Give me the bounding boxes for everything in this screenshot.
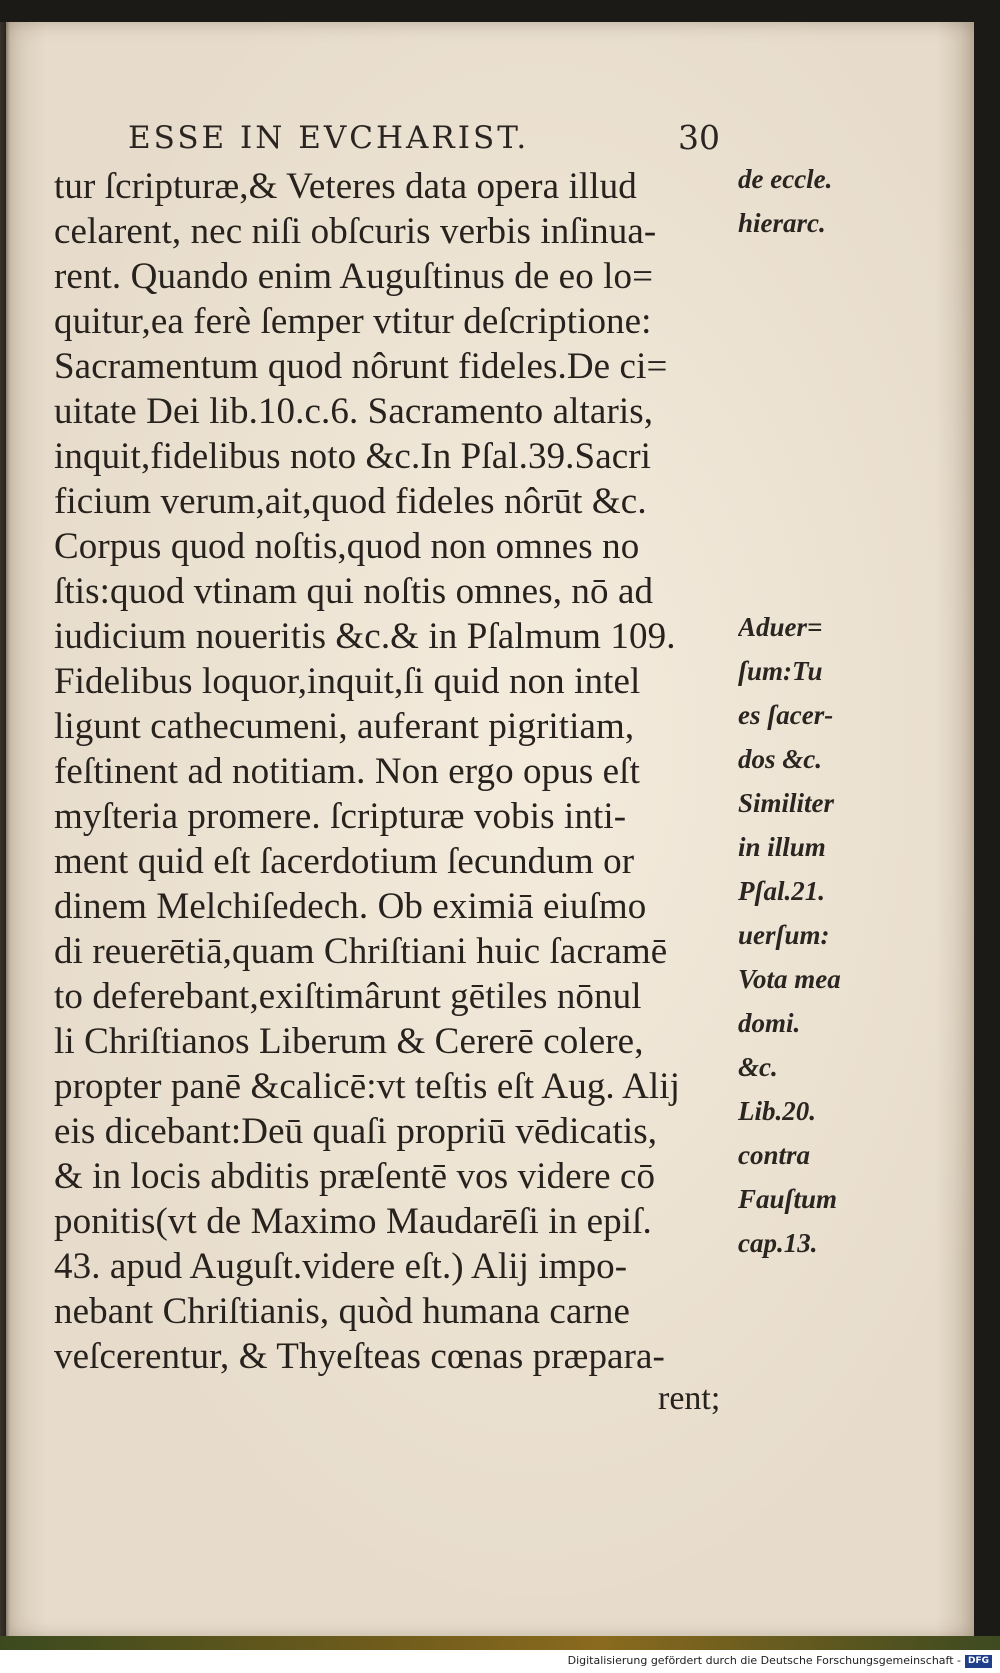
text-line: feſtinent ad notitiam. Non ergo opus eſt: [54, 751, 640, 792]
text-line: uitate Dei lib.10.c.6. Sacramento altaris,: [54, 391, 654, 432]
text-line: & in locis abditis præſentē vos videre cō: [54, 1156, 656, 1197]
running-head: ESSE IN EVCHARIST.: [128, 120, 530, 156]
funding-credit: [568, 1654, 992, 1668]
text-line: ponitis(vt de Maximo Maudarēſi in epiſ.: [54, 1201, 652, 1242]
text-line: quitur,ea ferè ſemper vtitur deſcriptione:: [54, 301, 652, 342]
text-line: 43. apud Auguſt.videre eſt.) Alij impo-: [54, 1246, 628, 1287]
text-line: rent. Quando enim Auguſtinus de eo lo=: [54, 256, 654, 297]
catchword: rent;: [658, 1380, 721, 1417]
margin-note: uerſum:: [738, 920, 830, 950]
page-number: 30: [678, 118, 720, 157]
text-line: celarent, nec niſi obſcuris verbis inſinua-: [54, 211, 657, 252]
dfg-logo: DFG: [965, 1655, 992, 1668]
margin-note: dos &c.: [738, 744, 822, 774]
margin-note: Lib.20.: [738, 1096, 816, 1126]
margin-note: ſum:Tu: [738, 656, 823, 686]
margin-note: &c.: [738, 1052, 778, 1082]
text-line: myſteria promere. ſcripturæ vobis inti-: [54, 796, 627, 837]
margin-note: de eccle.: [738, 164, 833, 194]
margin-note: cap.13.: [738, 1228, 818, 1258]
margin-note: Fauſtum: [738, 1184, 838, 1214]
color-calibration-strip: [0, 1636, 1000, 1650]
text-line: ment quid eſt ſacerdotium ſecundum or: [54, 841, 635, 882]
margin-note: contra: [738, 1140, 811, 1170]
margin-note: in illum: [738, 832, 826, 862]
text-line: li Chriſtianos Liberum & Cererē colere,: [54, 1021, 644, 1062]
text-line: eis dicebant:Deū quaſi propriū vēdicatis,: [54, 1111, 658, 1152]
margin-note: Pſal.21.: [738, 876, 825, 906]
main-text-block: [54, 164, 744, 1379]
text-line: dinem Melchiſedech. Ob eximiā eiuſmo: [54, 886, 647, 927]
text-line: Sacramentum quod nôrunt fideles.De ci=: [54, 346, 668, 387]
text-line: ligunt cathecumeni, auferant pigritiam,: [54, 706, 635, 747]
text-line: ficium verum,ait,quod fideles nôrūt &c.: [54, 481, 647, 522]
text-line: nebant Chriſtianis, quòd humana carne: [54, 1291, 631, 1332]
margin-note: Vota mea: [738, 964, 841, 994]
text-line: propter panē &calicē:vt teſtis eſt Aug. Alij: [54, 1066, 681, 1107]
binding-shadow: [0, 22, 10, 1638]
text-line: Fidelibus loquor,inquit,ſi quid non intel: [54, 661, 641, 702]
margin-note: Aduer=: [738, 612, 823, 642]
text-line: tur ſcripturæ,& Veteres data opera illud: [54, 166, 637, 207]
margin-note: Similiter: [738, 788, 835, 818]
text-line: iudicium noueritis &c.& in Pſalmum 109.: [54, 616, 676, 657]
text-line: Corpus quod noſtis,quod non omnes no: [54, 526, 640, 567]
text-line: veſcerentur, & Thyeſteas cœnas præpara-: [54, 1336, 665, 1377]
text-line: ſtis:quod vtinam qui noſtis omnes, nō ad: [54, 571, 654, 612]
text-line: di reuerētiā,quam Chriſtiani huic ſacramē: [54, 931, 668, 972]
funding-credit-text: Digitalisierung gefördert durch die Deutsche Forschungsgemeinschaft -: [567, 1654, 961, 1667]
text-line: inquit,fidelibus noto &c.In Pſal.39.Sacri: [54, 436, 652, 477]
margin-note: hierarc.: [738, 208, 826, 238]
text-line: to deferebant,exiſtimârunt gētiles nōnul: [54, 976, 642, 1017]
margin-note: es ſacer-: [738, 700, 834, 730]
margin-note: domi.: [738, 1008, 801, 1038]
